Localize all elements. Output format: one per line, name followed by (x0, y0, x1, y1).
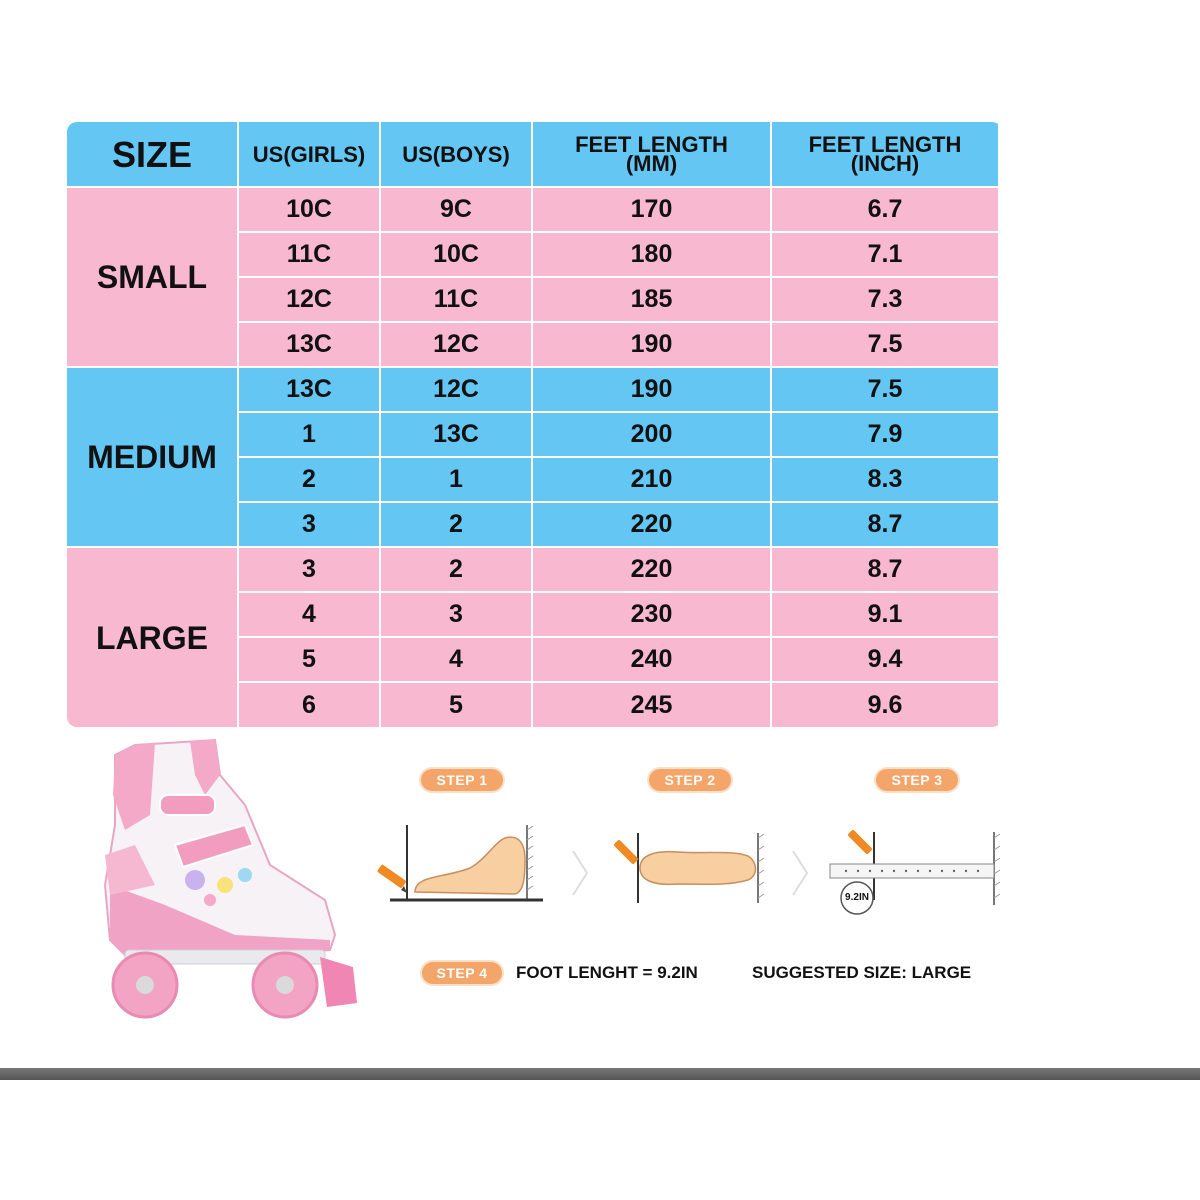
step-1-label: STEP 1 (436, 772, 488, 788)
table-cell: 8.7 (772, 548, 998, 593)
table-cell: 7.5 (772, 368, 998, 413)
table-cell: 8.7 (772, 503, 998, 548)
table-cell: 8.3 (772, 458, 998, 503)
header-cell: SIZE (67, 122, 239, 188)
table-cell: 9.6 (772, 683, 998, 727)
table-cell: 2 (239, 458, 381, 503)
table-cell: 240 (533, 638, 772, 683)
table-cell: 7.1 (772, 233, 998, 278)
table-cell: 185 (533, 278, 772, 323)
header-cell: FEET LENGTH (INCH) (772, 122, 998, 188)
roller-skate-icon (95, 735, 370, 1025)
table-cell: 7.5 (772, 323, 998, 368)
table-cell: 11C (239, 233, 381, 278)
table-cell: 210 (533, 458, 772, 503)
suggested-size-result: SUGGESTED SIZE: LARGE (752, 963, 972, 982)
table-cell: 13C (239, 368, 381, 413)
header-cell: US(GIRLS) (239, 122, 381, 188)
table-cell: 9.4 (772, 638, 998, 683)
table-cell: 2 (381, 548, 533, 593)
table-cell: 1 (381, 458, 533, 503)
table-cell: 6 (239, 683, 381, 727)
table-cell: 13C (239, 323, 381, 368)
table-cell: 170 (533, 188, 772, 233)
table-cell: 3 (239, 503, 381, 548)
table-cell: 6.7 (772, 188, 998, 233)
table-cell: 190 (533, 368, 772, 413)
table-cell: 190 (533, 323, 772, 368)
step-4-label: STEP 4 (436, 965, 488, 981)
foot-side-icon (375, 820, 550, 910)
step-1-badge (421, 769, 503, 791)
step-3-label: STEP 3 (891, 772, 943, 788)
table-cell: 12C (381, 323, 533, 368)
size-group-large: LARGE (67, 548, 239, 727)
step-2-badge (649, 769, 731, 791)
header-cell: US(BOYS) (381, 122, 533, 188)
pencil-icon (377, 864, 407, 893)
table-cell: 220 (533, 548, 772, 593)
chevron-right-icon (790, 848, 810, 898)
step-4-badge (422, 962, 502, 984)
header-cell: FEET LENGTH (MM) (533, 122, 772, 188)
table-cell: 10C (239, 188, 381, 233)
table-cell: 180 (533, 233, 772, 278)
table-cell: 245 (533, 683, 772, 727)
table-cell: 4 (381, 638, 533, 683)
foot-top-icon (608, 828, 768, 908)
bottom-divider-bar (0, 1068, 1200, 1080)
table-cell: 3 (239, 548, 381, 593)
table-cell: 12C (381, 368, 533, 413)
table-cell: 13C (381, 413, 533, 458)
table-cell: 12C (239, 278, 381, 323)
table-cell: 5 (381, 683, 533, 727)
table-cell: 4 (239, 593, 381, 638)
ruler-reading: 9.2IN (845, 892, 869, 903)
table-cell: 220 (533, 503, 772, 548)
chevron-right-icon (570, 848, 590, 898)
table-cell: 10C (381, 233, 533, 278)
table-cell: 9C (381, 188, 533, 233)
step-3-badge (876, 769, 958, 791)
foot-length-result: FOOT LENGHT = 9.2IN (516, 963, 698, 982)
table-cell: 9.1 (772, 593, 998, 638)
table-cell: 2 (381, 503, 533, 548)
table-cell: 1 (239, 413, 381, 458)
size-group-medium: MEDIUM (67, 368, 239, 548)
table-cell: 11C (381, 278, 533, 323)
size-group-small: SMALL (67, 188, 239, 368)
step-2-label: STEP 2 (664, 772, 716, 788)
table-cell: 7.3 (772, 278, 998, 323)
table-cell: 230 (533, 593, 772, 638)
size-chart-table (67, 122, 1002, 727)
table-cell: 7.9 (772, 413, 998, 458)
table-cell: 3 (381, 593, 533, 638)
table-cell: 5 (239, 638, 381, 683)
table-cell: 200 (533, 413, 772, 458)
